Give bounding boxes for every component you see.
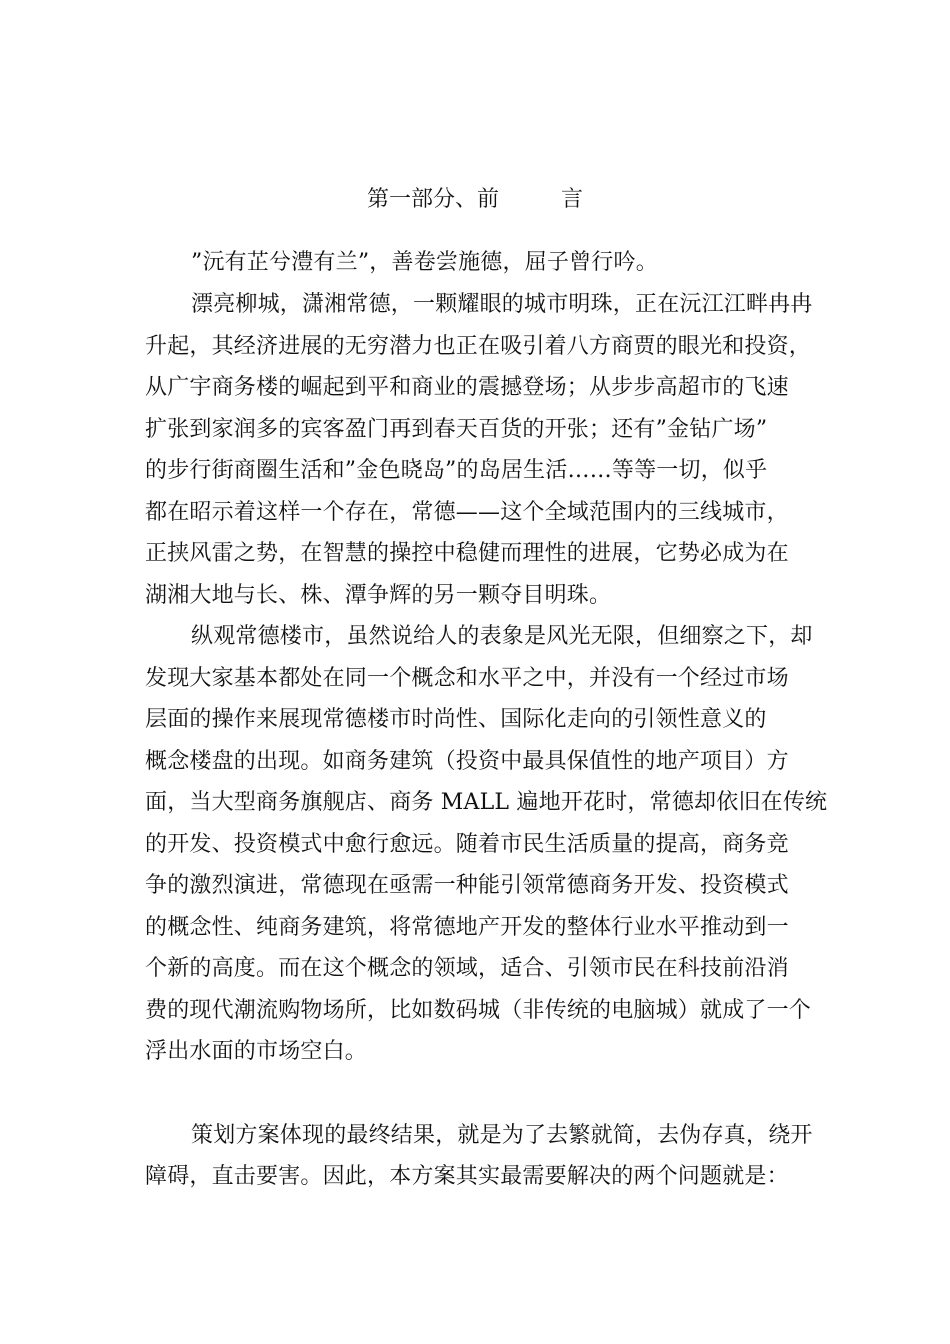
paragraph-2-line: 纵观常德楼市，虽然说给人的表象是风光无限，但细察之下，却	[191, 624, 813, 649]
paragraph-2-line: 层面的操作来展现常德楼市时尚性、国际化走向的引领性意义的	[145, 707, 767, 732]
paragraph-3-line: 策划方案体现的最终结果，就是为了去繁就简，去伪存真，绕开	[191, 1123, 813, 1148]
paragraph-2-line: 浮出水面的市场空白。	[145, 1039, 368, 1064]
paragraph-1-line: 湖湘大地与长、株、潭争辉的另一颗夺目明珠。	[145, 583, 612, 608]
paragraph-3-line: 障碍，直击要害。因此，本方案其实最需要解决的两个问题就是：	[145, 1164, 789, 1189]
paragraph-1-line: 都在昭示着这样一个存在，常德——这个全域范围内的三线城市，	[145, 500, 789, 525]
paragraph-2-line: 发现大家基本都处在同一个概念和水平之中，并没有一个经过市场	[145, 666, 789, 691]
paragraph-2-line: 争的激烈演进，常德现在亟需一种能引领常德商务开发、投资模式	[145, 873, 789, 898]
paragraph-1-line: 的步行街商圈生活和”金色晓岛”的岛居生活……等等一切，似乎	[145, 458, 768, 483]
section-title	[0, 184, 950, 216]
paragraph-2-line: 的概念性、纯商务建筑，将常德地产开发的整体行业水平推动到一	[145, 915, 789, 940]
paragraph-2-line: 面，当大型商务旗舰店、商务 MALL 遍地开花时，常德却依旧在传统	[145, 790, 828, 815]
paragraph-2-line: 费的现代潮流购物场所，比如数码城（非传统的电脑城）就成了一个	[145, 998, 812, 1023]
section-title-part: 第一部分、前	[366, 187, 499, 212]
paragraph-1-line: 从广宇商务楼的崛起到平和商业的震撼登场；从步步高超市的飞速	[145, 375, 789, 400]
poem-line: ”沅有芷兮澧有兰”，善卷尝施德，屈子曾行吟。	[191, 250, 658, 275]
paragraph-1-line: 正挟风雷之势，在智慧的操控中稳健而理性的进展，它势必成为在	[145, 541, 789, 566]
section-title-word: 言	[561, 187, 584, 212]
paragraph-2-line: 个新的高度。而在这个概念的领域，适合、引领市民在科技前沿消	[145, 956, 789, 981]
paragraph-1-line: 漂亮柳城，潇湘常德，一颗耀眼的城市明珠，正在沅江江畔冉冉	[191, 292, 813, 317]
paragraph-2-line: 的开发、投资模式中愈行愈远。随着市民生活质量的提高，商务竞	[145, 832, 789, 857]
paragraph-2-line: 概念楼盘的出现。如商务建筑（投资中最具保值性的地产项目）方	[145, 749, 789, 774]
paragraph-1-line: 扩张到家润多的宾客盈门再到春天百货的开张；还有”金钻广场”	[145, 417, 768, 442]
paragraph-1-line: 升起，其经济进展的无穷潜力也正在吸引着八方商贾的眼光和投资，	[145, 334, 812, 359]
